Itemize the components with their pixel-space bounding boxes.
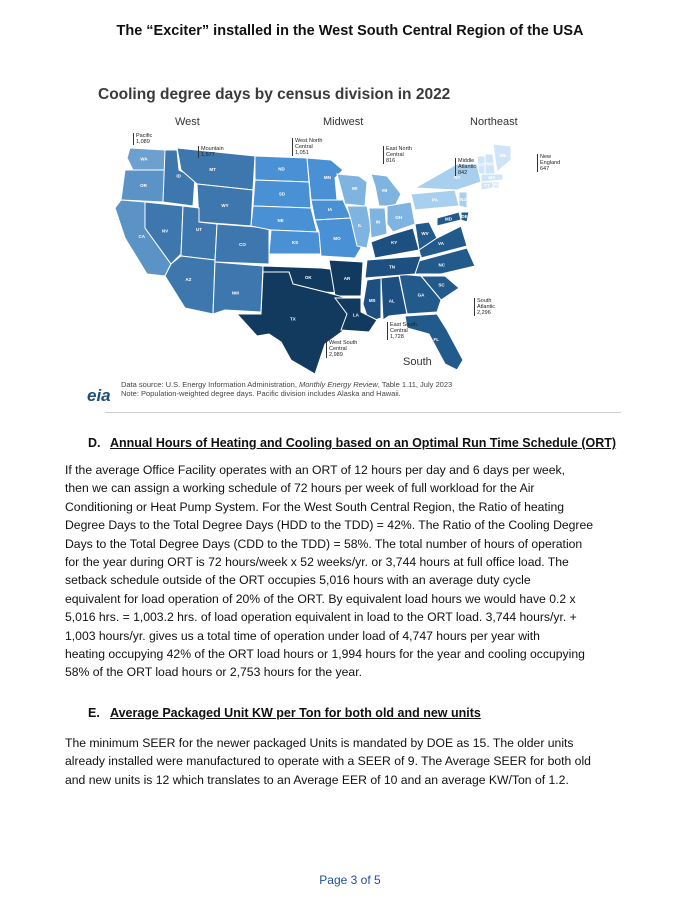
text-line: heating occupying 42% of the ORT load hours or 1,994 hours for the year and cooling occupying — [65, 647, 585, 662]
callout-wnc-name1: West North — [295, 138, 323, 144]
text-line: for the year during ORT is 72 hours/week x 52 weeks/yr. or 3,744 hours at full office load. The — [65, 555, 569, 570]
callout-esc-name1: East South — [390, 322, 417, 328]
state-label-al: AL — [388, 298, 395, 304]
source-line-1-pre: Data source: U.S. Energy Information Administration, — [121, 380, 299, 389]
callout-new-england — [537, 154, 560, 172]
page-title: The “Exciter” installed in the West South Central Region of the USA — [116, 23, 584, 39]
callout-wsc-name1: West South — [329, 340, 358, 346]
state-label-ut: UT — [196, 226, 202, 232]
map-title: Cooling degree days by census division in 2022 — [98, 86, 451, 103]
section-d-letter: D. — [88, 436, 101, 450]
state-label-ms: MS — [368, 297, 376, 303]
state-label-tn: TN — [389, 264, 395, 270]
callout-west-south-central — [326, 340, 357, 358]
callout-east-north-central — [383, 146, 412, 164]
state-label-mn: MN — [323, 175, 331, 181]
state-label-nm: NM — [231, 290, 239, 296]
page-number: Page 3 of 5 — [319, 873, 381, 887]
state-label-sd: SD — [278, 191, 286, 197]
section-e-heading — [88, 706, 481, 720]
callout-mountain — [198, 146, 224, 158]
text-line: 5,016 hrs. = 1,003.2 hrs. of load operation equivalent in load to the ORT load. 3,744 hours/yr. + — [65, 610, 577, 625]
text-line: Conditioning or Heat Pump System. For the West South Central Region, the Ratio of heating — [65, 499, 565, 514]
callout-ne-name2: England — [540, 160, 561, 166]
region-label-west: West — [175, 116, 200, 128]
state-label-mi: MI — [382, 187, 388, 193]
section-e-body — [65, 734, 645, 789]
source-line-1 — [121, 380, 452, 389]
text-line: The minimum SEER for the newer packaged Units is mandated by DOE as 15. The older units — [65, 736, 574, 750]
map-source-note — [85, 378, 621, 414]
callout-south-atlantic — [474, 298, 495, 316]
eia-logo: eia — [87, 386, 111, 405]
state-label-oh: OH — [395, 215, 402, 221]
state-label-tx: TX — [289, 316, 296, 322]
callout-pacific-value: 1,089 — [136, 139, 150, 145]
section-d-title: Annual Hours of Heating and Cooling based on an Optimal Run Time Schedule (ORT) — [110, 436, 617, 450]
state-label-sc: SC — [438, 282, 445, 288]
state-label-nd: ND — [278, 166, 285, 172]
state-label-ky: KY — [391, 239, 398, 245]
callout-wsc-value: 2,989 — [329, 352, 343, 358]
state-label-id: ID — [176, 173, 181, 179]
region-label-northeast: Northeast — [470, 116, 518, 128]
callout-pacific-name: Pacific — [136, 133, 153, 139]
text-line: 1,003 hours/yr. gives us a total time of operation under load of 4,747 hours per year with — [65, 628, 540, 643]
state-label-ne: NE — [277, 217, 284, 223]
state-label-pa: PA — [432, 197, 438, 203]
state-label-nv: NV — [161, 228, 169, 234]
callout-sa-name1: South — [477, 298, 492, 304]
state-me — [493, 144, 511, 172]
section-d-heading — [88, 436, 616, 450]
callout-enc-value: 816 — [386, 158, 396, 164]
region-label-south: South — [403, 356, 432, 368]
callout-sa-name2: Atlantic — [477, 304, 496, 310]
figure-divider — [105, 412, 621, 413]
state-label-nc: NC — [438, 262, 446, 268]
text-line: and new units is 12 which translates to an Average EER of 10 and an average KW/Ton of 1.2. — [65, 772, 569, 787]
state-label-or: OR — [140, 183, 147, 188]
state-label-va: VA — [438, 241, 444, 247]
source-line-1-italic: Monthly Energy Review — [299, 380, 378, 389]
text-line: If the average Office Facility operates with an ORT of 12 hours per day and 6 days per week, — [65, 463, 565, 477]
text-line: Days to the Total Degree Days (CDD to the TDD) = 58%. The total number of hours of operation — [65, 536, 583, 551]
state-label-ga: GA — [417, 292, 425, 298]
state-label-wa: WA — [140, 156, 148, 162]
text-line: 58% of the ORT load hours or 2,753 hours for the year. — [65, 665, 362, 680]
state-label-nj: NJ — [460, 197, 466, 202]
state-label-ok: OK — [304, 275, 312, 280]
callout-ne-name1: New — [540, 154, 552, 160]
callout-mountain-name: Mountain — [201, 146, 224, 152]
callout-pacific — [133, 133, 152, 145]
state-label-mt: MT — [209, 167, 216, 173]
state-label-ia: IA — [327, 207, 333, 212]
callout-ne-value: 647 — [540, 166, 550, 172]
state-label-in: IN — [375, 219, 381, 225]
callout-mountain-value: 1,577 — [201, 152, 215, 158]
state-label-ma: MA — [488, 175, 496, 180]
state-label-mo: MO — [333, 236, 341, 242]
callout-ma-value: 842 — [458, 170, 468, 176]
callout-middle-atlantic — [455, 158, 476, 176]
section-e-letter: E. — [88, 706, 100, 720]
state-ne — [251, 206, 317, 232]
text-line: equivalent for load operation of 20% of the ORT. By equivalent load hours we would have 0.2 x — [65, 591, 576, 606]
state-label-co: CO — [239, 242, 246, 247]
source-text — [121, 380, 452, 398]
state-az — [165, 256, 215, 314]
state-label-la: LA — [352, 312, 359, 318]
callout-wnc-value: 1,051 — [295, 150, 309, 156]
section-d-body — [65, 461, 645, 682]
state-label-il: IL — [358, 223, 362, 229]
cooling-degree-days-map — [85, 78, 621, 414]
callout-enc-name1: East North — [386, 146, 412, 152]
callout-esc-name2: Central — [390, 328, 408, 334]
state-label-fl: FL — [433, 337, 439, 342]
state-label-ct: CT — [484, 183, 490, 188]
state-nm — [213, 262, 263, 314]
callout-wsc-name2: Central — [329, 346, 347, 352]
state-label-nh: NH — [486, 161, 493, 167]
region-label-midwest: Midwest — [323, 116, 364, 128]
state-label-wv: WV — [421, 231, 429, 236]
source-line-2: Note: Population-weighted degree days. Pacific division includes Alaska and Hawaii. — [121, 389, 401, 398]
section-e-title: Average Packaged Unit KW per Ton for both old and new units — [110, 706, 481, 720]
callout-sa-value: 2,296 — [477, 310, 491, 316]
state-label-wy: WY — [221, 203, 229, 208]
text-line: Degree Days to the Total Degree Days (HDD to the TDD) = 42%. The Ratio of the Cooling Degree — [65, 518, 594, 533]
callout-wnc-name2: Central — [295, 144, 313, 150]
text-line: then we can assign a working schedule of 72 hours per week of full workload for the Air — [65, 481, 535, 496]
state-label-ri: RI — [493, 182, 499, 188]
state-label-ar: AR — [343, 276, 351, 281]
source-line-1-post: , Table 1.11, July 2023 — [377, 380, 453, 389]
state-label-ks: KS — [291, 240, 299, 245]
state-label-az: AZ — [185, 277, 192, 283]
state-label-vt: VT — [478, 162, 485, 168]
state-label-me: ME — [499, 153, 507, 158]
state-label-md: MD — [445, 216, 452, 222]
text-line: already installed were manufactured to operate with a SEER of 9. The Average SEER for both old — [65, 754, 591, 769]
callout-ma-name2: Atlantic — [458, 164, 477, 170]
state-label-ca: CA — [138, 233, 145, 239]
callout-east-south-central — [387, 322, 417, 340]
state-label-wi: WI — [351, 185, 358, 191]
state-label-ny: NY — [454, 175, 461, 181]
callout-esc-value: 1,728 — [390, 334, 404, 340]
state-label-de: DE — [461, 214, 468, 219]
callout-west-north-central — [292, 138, 322, 156]
callout-enc-name2: Central — [386, 152, 404, 158]
callout-ma-name1: Middle — [458, 158, 475, 164]
text-line: setback schedule outside of the ORT occupies 5,016 hours with an average duty cycle — [65, 573, 531, 588]
